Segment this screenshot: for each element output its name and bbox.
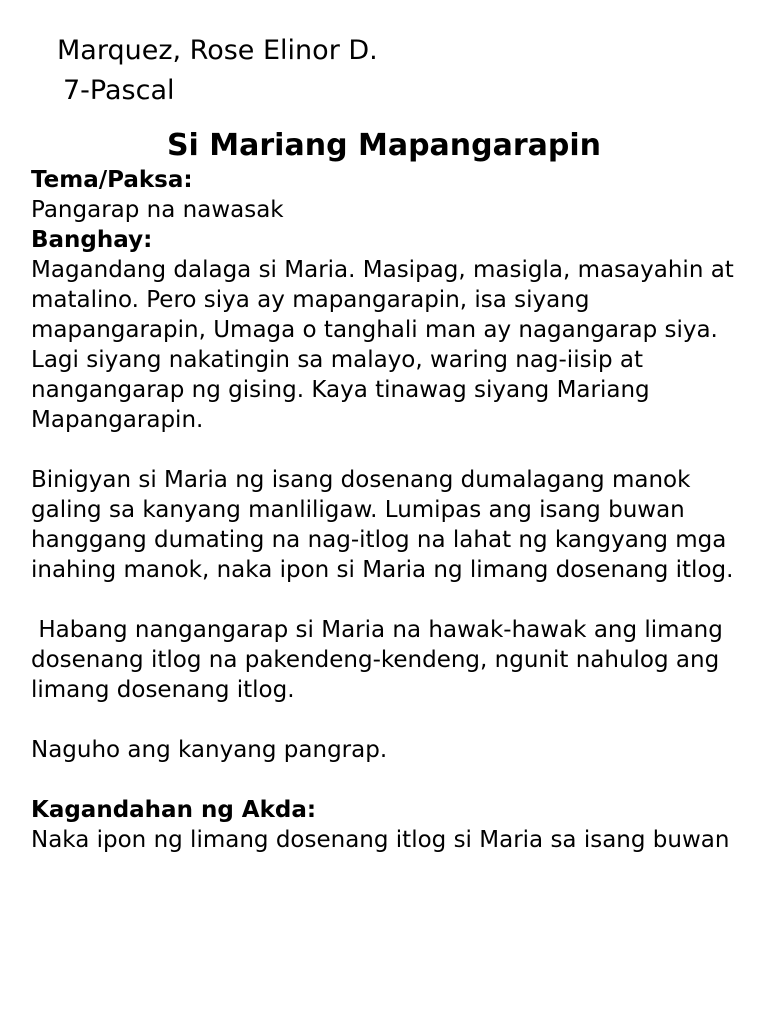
paragraph-spacer	[31, 705, 751, 735]
class-section: 7-Pascal	[63, 75, 175, 106]
banghay-paragraph-2: Binigyan si Maria ng isang dosenang dumalagang manok galing sa kanyang manliligaw. Lumipas ang isang buwan hanggang dumating na nag-itlog na lahat ng kangyang mga inahing manok, naka ipon si Maria ng limang dosenang itlog.	[31, 467, 734, 583]
banghay-heading: Banghay:	[31, 227, 153, 253]
tema-heading: Tema/Paksa:	[31, 167, 193, 193]
document-body	[31, 165, 751, 855]
banghay-paragraph-1: Magandang dalaga si Maria. Masipag, masigla, masayahin at matalino. Pero siya ay mapangarapin, isa siyang mapangarapin, Umaga o tanghali man ay nagangarap siya. Lagi siyang nakatingin sa malayo, waring nag-iisip at nangangarap ng gising. Kaya tinawag siyang Mariang Mapangarapin.	[31, 257, 742, 433]
page-title: Si Mariang Mapangarapin	[166, 128, 602, 163]
banghay-paragraph-4: Naguho ang kanyang pangrap.	[31, 737, 388, 763]
kagandahan-heading: Kagandahan ng Akda:	[31, 797, 317, 823]
paragraph-spacer	[31, 765, 751, 795]
paragraph-spacer	[31, 585, 751, 615]
banghay-paragraph-3: Habang nangangarap si Maria na hawak-hawak ang limang dosenang itlog na pakendeng-kendeng, ngunit nahulog ang limang dosenang itlog.	[31, 617, 731, 703]
author-name: Marquez, Rose Elinor D.	[57, 35, 378, 66]
kagandahan-text: Naka ipon ng limang dosenang itlog si Maria sa isang buwan	[31, 827, 730, 853]
paragraph-spacer	[31, 435, 751, 465]
tema-text: Pangarap na nawasak	[31, 197, 284, 223]
